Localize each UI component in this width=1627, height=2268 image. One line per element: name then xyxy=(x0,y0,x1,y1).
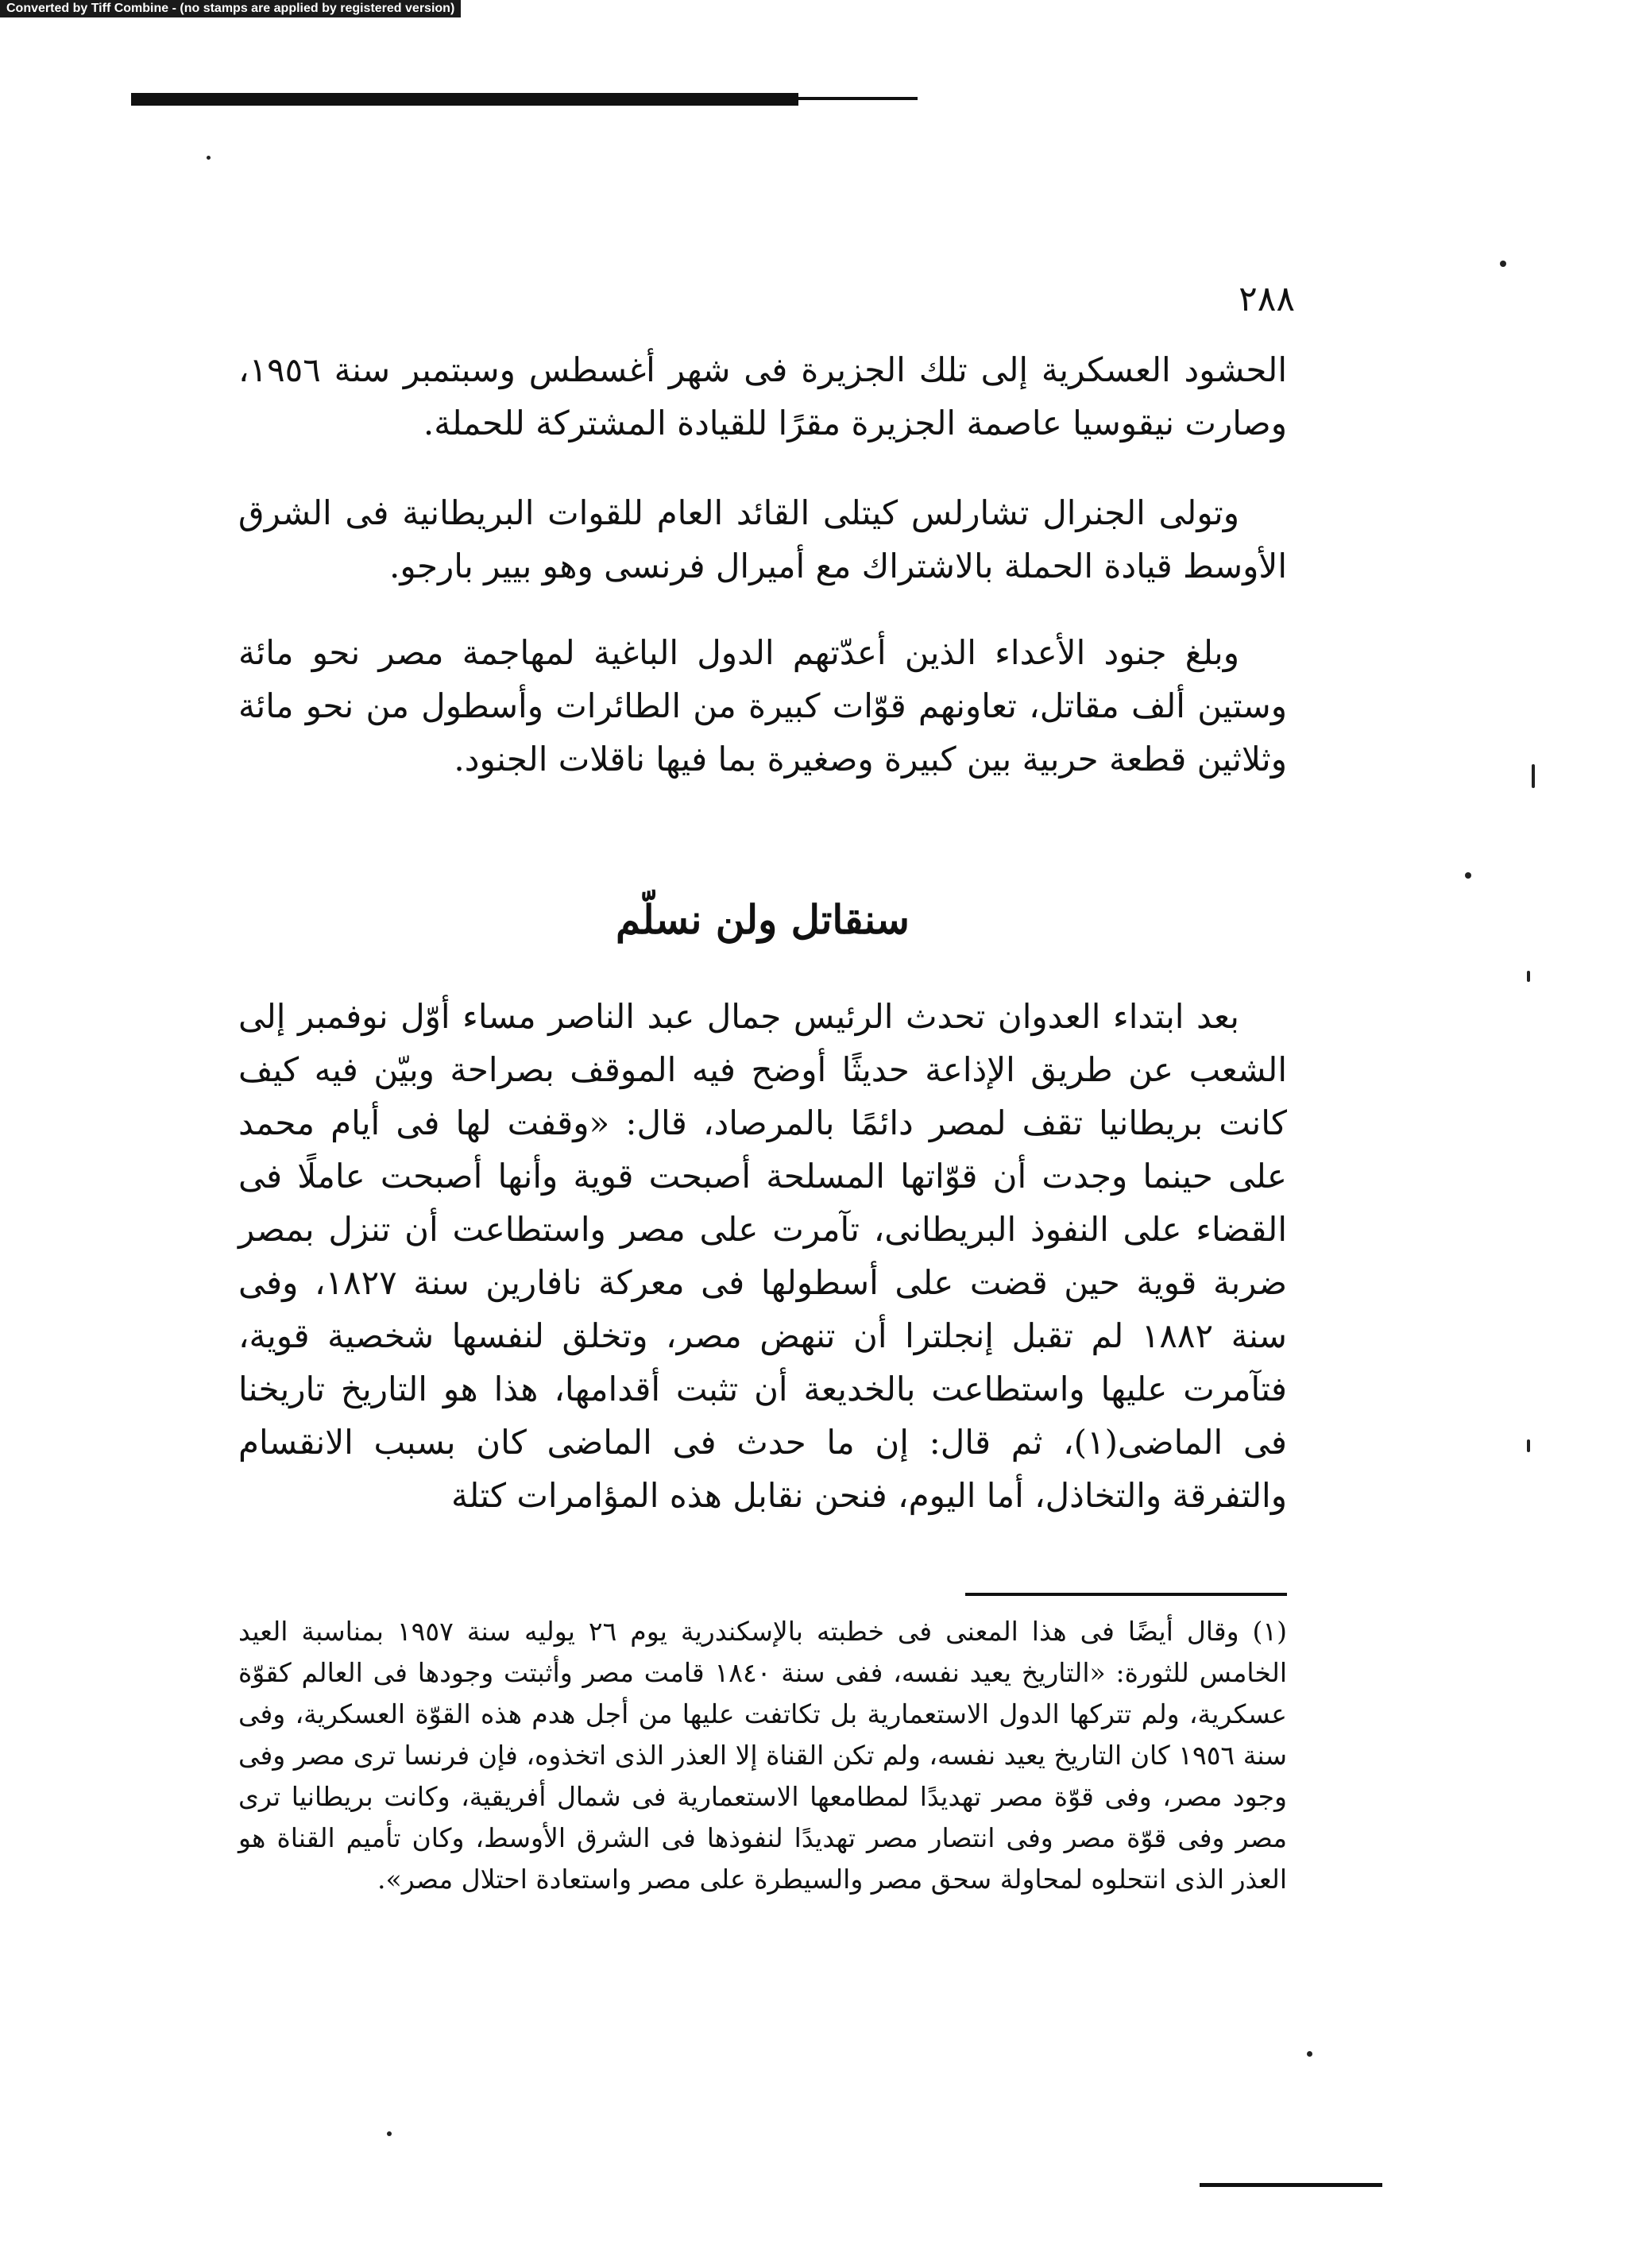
scan-speck xyxy=(207,156,211,160)
scan-speck xyxy=(1532,764,1535,788)
section-paragraph: بعد ابتداء العدوان تحدث الرئيس جمال عبد الناصر مساء أوّل نوفمبر إلى الشعب عن طريق الإذاعة حديثًا أوضح فيه الموقف بصراحة وبيّن فيه كيف كانت بريطانيا تقف لمصر دائمًا بالمرصاد، قال: «وقفت لها فى أيام محمد على حينما وجدت أن قوّاتها المسلحة أصبحت قوية وأنها أصبحت عاملًا فى القضاء على النفوذ البريطانى، تآمرت على مصر واستطاعت أن تنزل بمصر ضربة قوية حين قضت على أسطولها فى معركة نافارين سنة ١٨٢٧، وفى سنة ١٨٨٢ لم تقبل إنجلترا أن تنهض مصر، وتخلق لنفسها شخصية قوية، فتآمرت عليها واستطاعت بالخديعة أن تثبت أقدامها، هذا هو التاريخ تاريخنا فى الماضى(١)، ثم قال: إن ما حدث فى الماضى كان بسبب الانقسام والتفرقة والتخاذل، أما اليوم، فنحن نقابل هذه المؤامرات كتلة xyxy=(238,997,1287,1515)
scan-speck xyxy=(1527,971,1530,982)
scan-speck xyxy=(1500,261,1506,267)
section-heading: سنقاتل ولن نسلّم xyxy=(616,896,910,943)
scan-speck xyxy=(1465,872,1471,879)
page-number: ٢٨٨ xyxy=(1239,279,1295,319)
paragraph-3: وبلغ جنود الأعداء الذين أعدّتهم الدول الباغية لمهاجمة مصر نحو مائة وستين ألف مقاتل، تعاونهم قوّات كبيرة من الطائرات وأسطول من نحو مائة وثلاثين قطعة حربية بين كبيرة وصغيرة بما فيها ناقلات الجنود. xyxy=(238,633,1287,779)
paragraph-1: الحشود العسكرية إلى تلك الجزيرة فى شهر أغسطس وسبتمبر سنة ١٩٥٦، وصارت نيقوسيا عاصمة الجزيرة مقرًا للقيادة المشتركة للحملة. xyxy=(238,350,1287,442)
bottom-rule xyxy=(1200,2183,1382,2187)
scan-speck xyxy=(387,2131,392,2136)
footnote: (١) وقال أيضًا فى هذا المعنى فى خطبته بالإسكندرية يوم ٢٦ يوليه سنة ١٩٥٧ بمناسبة العيد الخامس للثورة: «التاريخ يعيد نفسه، ففى سنة ١٨٤٠ قامت مصر وأثبتت وجودها فى العالم كقوّة عسكرية، ولم تتركها الدول الاستعمارية بل تكاتفت عليها من أجل هدم هذه القوّة العسكرية، وفى سنة ١٩٥٦ كان التاريخ يعيد نفسه، ولم تكن القناة إلا العذر الذى اتخذوه، فإن فرنسا ترى مصر وفى وجود مصر، وفى قوّة مصر تهديدًا لمطامعها الاستعمارية فى شمال أفريقية، وكانت بريطانيا ترى مصر وفى قوّة مصر وفى انتصار مصر تهديدًا لنفوذها فى الشرق الأوسط، وكان تأميم القناة هو العذر الذى انتحلوه لمحاولة سحق مصر والسيطرة على مصر واستعادة احتلال مصر». xyxy=(238,1616,1287,1895)
scan-speck xyxy=(1527,1439,1530,1452)
top-rule xyxy=(131,93,798,106)
scan-speck xyxy=(1307,2051,1312,2057)
converter-banner: Converted by Tiff Combine - (no stamps are applied by registered version) xyxy=(0,0,461,17)
footnote-rule xyxy=(965,1593,1287,1596)
top-rule-extension xyxy=(798,97,918,100)
paragraph-2: وتولى الجنرال تشارلس كيتلى القائد العام للقوات البريطانية فى الشرق الأوسط قيادة الحملة بالاشتراك مع أميرال فرنسى وهو بيير بارجو. xyxy=(238,493,1287,585)
